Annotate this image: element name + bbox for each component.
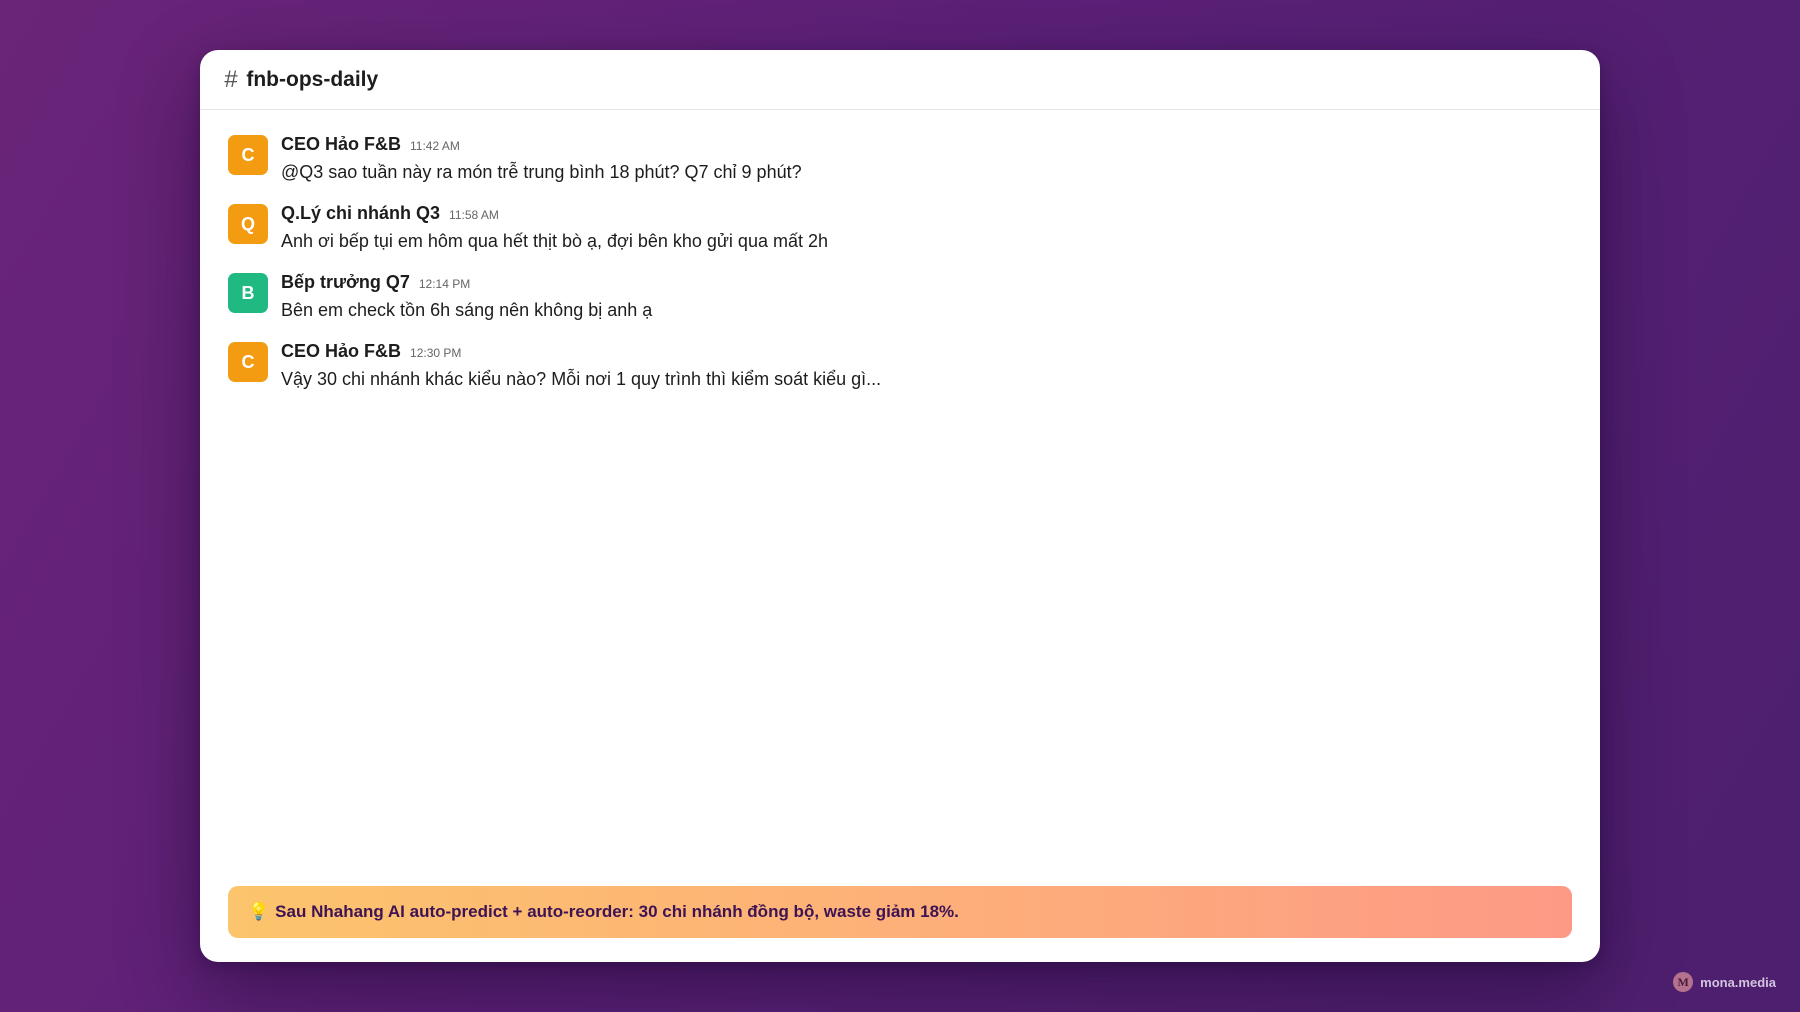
- banner-text: Sau Nhahang AI auto-predict + auto-reorder: 30 chi nhánh đồng bộ, waste giảm 18%.: [275, 902, 959, 921]
- avatar[interactable]: Q: [228, 204, 268, 244]
- message-text: Vậy 30 chi nhánh khác kiểu nào? Mỗi nơi 1 quy trình thì kiểm soát kiểu gì...: [281, 369, 882, 389]
- message-timestamp[interactable]: 12:14 PM: [418, 277, 471, 291]
- avatar[interactable]: C: [228, 135, 268, 175]
- message-body: [281, 272, 652, 321]
- lightbulb-icon: 💡: [248, 902, 270, 921]
- watermark-text: mona.media: [1700, 974, 1776, 990]
- message-author[interactable]: Q.Lý chi nhánh Q3: [281, 203, 441, 223]
- message-meta: [281, 272, 652, 298]
- message-timestamp[interactable]: 11:58 AM: [449, 208, 499, 222]
- message: [228, 203, 1572, 272]
- message: [228, 272, 1572, 341]
- message-author[interactable]: CEO Hảo F&B: [281, 134, 402, 154]
- avatar[interactable]: C: [228, 342, 268, 382]
- message: [228, 341, 1572, 410]
- message-meta: [281, 134, 802, 160]
- message: [228, 134, 1572, 203]
- message-timestamp[interactable]: 11:42 AM: [410, 139, 460, 153]
- watermark: [1673, 972, 1776, 992]
- message-body: [281, 341, 881, 390]
- channel-header: [200, 50, 1600, 110]
- message-text: Anh ơi bếp tụi em hôm qua hết thịt bò ạ, đợi bên kho gửi qua mất 2h: [281, 231, 828, 251]
- message-list: [200, 110, 1600, 410]
- result-banner: [228, 886, 1572, 938]
- message-author[interactable]: Bếp trưởng Q7: [281, 272, 410, 292]
- channel-hash-icon: #: [224, 65, 238, 93]
- message-meta: [281, 203, 828, 229]
- message-timestamp[interactable]: 12:30 PM: [410, 346, 462, 360]
- message-author[interactable]: CEO Hảo F&B: [281, 341, 402, 361]
- message-meta: [281, 341, 881, 367]
- message-text: Bên em check tồn 6h sáng nên không bị anh ạ: [281, 300, 653, 320]
- message-body: [281, 203, 828, 252]
- channel-name[interactable]: fnb-ops-daily: [246, 67, 379, 91]
- avatar[interactable]: B: [228, 273, 268, 313]
- message-text: @Q3 sao tuần này ra món trễ trung bình 18 phút? Q7 chỉ 9 phút?: [281, 162, 802, 182]
- watermark-logo: M: [1673, 972, 1693, 992]
- message-body: [281, 134, 802, 183]
- chat-window: [200, 50, 1600, 962]
